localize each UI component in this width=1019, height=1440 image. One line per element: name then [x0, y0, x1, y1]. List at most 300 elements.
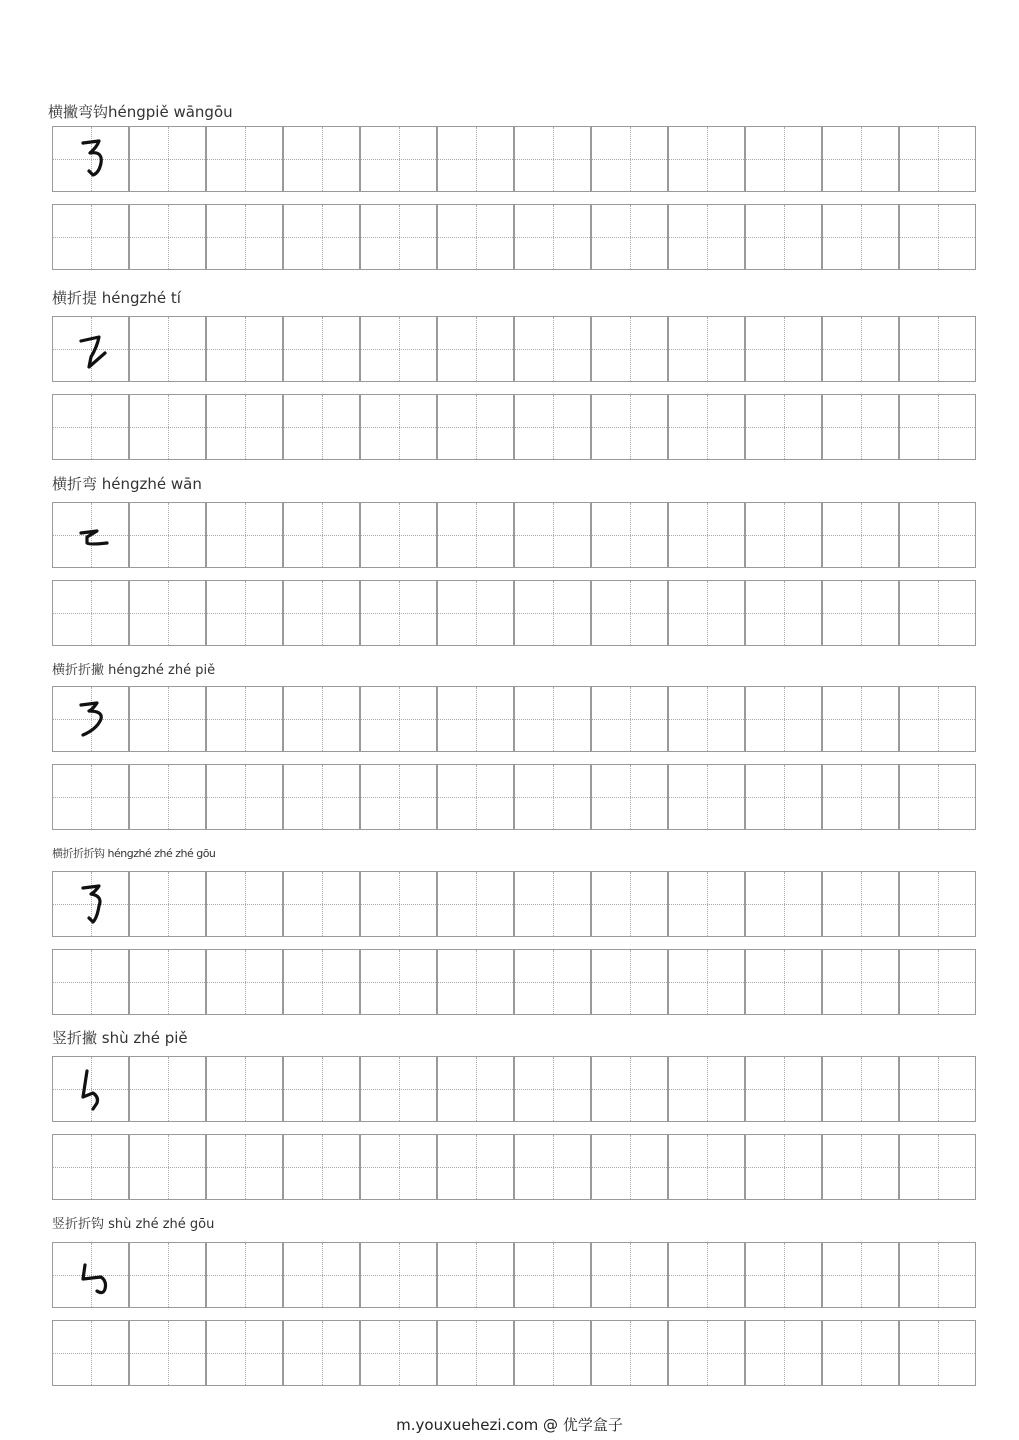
practice-cell: [899, 394, 976, 460]
cell-guide-horizontal: [823, 982, 898, 983]
practice-row: [52, 1134, 976, 1200]
cell-guide-horizontal: [515, 982, 590, 983]
practice-cell: [360, 871, 437, 937]
practice-cell: [129, 1320, 206, 1386]
practice-cell: [591, 764, 668, 830]
cell-guide-horizontal: [900, 1089, 975, 1090]
practice-cell: [514, 871, 591, 937]
cell-guide-horizontal: [284, 1089, 359, 1090]
cell-guide-horizontal: [592, 535, 667, 536]
practice-cell: [668, 686, 745, 752]
stroke-label: 横折折折钩 héngzhé zhé zhé gōu: [52, 847, 216, 860]
cell-guide-horizontal: [207, 1275, 282, 1276]
practice-cell: [514, 1056, 591, 1122]
cell-guide-horizontal: [130, 1089, 205, 1090]
practice-cell: [745, 394, 822, 460]
practice-cell: [129, 126, 206, 192]
practice-cell: [437, 204, 514, 270]
practice-cell: [129, 1056, 206, 1122]
practice-cell: [591, 394, 668, 460]
practice-row: [52, 126, 976, 192]
practice-cell: [591, 316, 668, 382]
practice-cell: [514, 1242, 591, 1308]
practice-cell: [437, 1056, 514, 1122]
cell-guide-horizontal: [592, 797, 667, 798]
practice-cell: [745, 1056, 822, 1122]
practice-cell: [52, 1320, 129, 1386]
cell-guide-horizontal: [515, 427, 590, 428]
cell-guide-horizontal: [900, 904, 975, 905]
cell-guide-horizontal: [900, 719, 975, 720]
cell-guide-horizontal: [515, 1167, 590, 1168]
cell-guide-horizontal: [823, 237, 898, 238]
practice-cell: [668, 502, 745, 568]
cell-guide-horizontal: [823, 1089, 898, 1090]
practice-cell: [591, 204, 668, 270]
cell-guide-horizontal: [823, 1353, 898, 1354]
stroke-path: [81, 703, 101, 735]
cell-guide-horizontal: [592, 427, 667, 428]
cell-guide-horizontal: [438, 159, 513, 160]
practice-cell: [668, 949, 745, 1015]
practice-cell: [745, 949, 822, 1015]
cell-guide-horizontal: [669, 982, 744, 983]
practice-cell: [745, 871, 822, 937]
cell-guide-horizontal: [130, 797, 205, 798]
practice-cell: [206, 394, 283, 460]
practice-cell: [283, 764, 360, 830]
cell-guide-horizontal: [515, 613, 590, 614]
cell-guide-horizontal: [823, 427, 898, 428]
practice-cell: [283, 1320, 360, 1386]
cell-guide-horizontal: [130, 613, 205, 614]
cell-guide-horizontal: [53, 613, 128, 614]
practice-cell: [899, 871, 976, 937]
practice-cell: [591, 1320, 668, 1386]
stroke-label: 横折弯 héngzhé wān: [52, 475, 202, 493]
practice-cell: [899, 204, 976, 270]
cell-guide-horizontal: [207, 535, 282, 536]
practice-cell: [899, 580, 976, 646]
cell-guide-horizontal: [746, 613, 821, 614]
practice-cell: [899, 502, 976, 568]
practice-cell: [360, 1320, 437, 1386]
cell-guide-horizontal: [284, 1167, 359, 1168]
practice-cell: [52, 686, 129, 752]
practice-cell: [591, 502, 668, 568]
cell-guide-horizontal: [130, 427, 205, 428]
cell-guide-horizontal: [746, 1167, 821, 1168]
cell-guide-horizontal: [515, 237, 590, 238]
cell-guide-horizontal: [592, 237, 667, 238]
practice-cell: [283, 316, 360, 382]
cell-guide-horizontal: [53, 237, 128, 238]
practice-cell: [437, 686, 514, 752]
practice-cell: [899, 316, 976, 382]
practice-cell: [52, 316, 129, 382]
cell-guide-horizontal: [53, 982, 128, 983]
practice-cell: [899, 1242, 976, 1308]
practice-cell: [822, 686, 899, 752]
cell-guide-horizontal: [207, 904, 282, 905]
practice-cell: [745, 316, 822, 382]
practice-cell: [283, 1056, 360, 1122]
practice-cell: [206, 764, 283, 830]
cell-guide-horizontal: [207, 349, 282, 350]
cell-guide-horizontal: [130, 159, 205, 160]
cell-guide-horizontal: [438, 1089, 513, 1090]
cell-guide-horizontal: [284, 613, 359, 614]
practice-cell: [52, 204, 129, 270]
cell-guide-horizontal: [515, 349, 590, 350]
practice-cell: [437, 1134, 514, 1200]
stroke-path: [83, 141, 101, 175]
cell-guide-horizontal: [823, 1167, 898, 1168]
practice-cell: [668, 126, 745, 192]
practice-cell: [514, 949, 591, 1015]
practice-cell: [52, 871, 129, 937]
stroke-label: 横折提 héngzhé tí: [52, 289, 181, 307]
shu-zhe-pie-stroke: [53, 1057, 128, 1121]
practice-cell: [745, 1134, 822, 1200]
practice-cell: [591, 1134, 668, 1200]
cell-guide-horizontal: [669, 1275, 744, 1276]
practice-row: [52, 204, 976, 270]
practice-cell: [668, 1242, 745, 1308]
practice-cell: [745, 686, 822, 752]
cell-guide-horizontal: [361, 1167, 436, 1168]
cell-guide-horizontal: [284, 349, 359, 350]
cell-guide-horizontal: [592, 349, 667, 350]
cell-guide-horizontal: [284, 535, 359, 536]
practice-cell: [437, 764, 514, 830]
practice-cell: [206, 949, 283, 1015]
practice-cell: [360, 204, 437, 270]
practice-cell: [360, 316, 437, 382]
practice-cell: [283, 871, 360, 937]
cell-guide-horizontal: [438, 982, 513, 983]
cell-guide-horizontal: [515, 904, 590, 905]
practice-cell: [52, 949, 129, 1015]
practice-cell: [360, 502, 437, 568]
practice-cell: [283, 580, 360, 646]
practice-cell: [437, 1242, 514, 1308]
practice-cell: [206, 204, 283, 270]
practice-row: [52, 1242, 976, 1308]
practice-cell: [437, 502, 514, 568]
practice-cell: [822, 1134, 899, 1200]
cell-guide-horizontal: [361, 237, 436, 238]
cell-guide-horizontal: [900, 237, 975, 238]
cell-guide-horizontal: [746, 1089, 821, 1090]
stroke-label: 横折折撇 héngzhé zhé piě: [52, 663, 216, 678]
practice-cell: [283, 1134, 360, 1200]
practice-row: [52, 764, 976, 830]
cell-guide-horizontal: [207, 613, 282, 614]
cell-guide-horizontal: [746, 159, 821, 160]
cell-guide-horizontal: [746, 349, 821, 350]
practice-cell: [668, 871, 745, 937]
cell-guide-horizontal: [823, 719, 898, 720]
stroke-path: [81, 531, 107, 544]
heng-pie-wan-gou-stroke: [53, 127, 128, 191]
practice-cell: [283, 126, 360, 192]
cell-guide-horizontal: [438, 349, 513, 350]
cell-guide-horizontal: [592, 904, 667, 905]
cell-guide-horizontal: [53, 1167, 128, 1168]
cell-guide-horizontal: [746, 904, 821, 905]
heng-zhe-wan-stroke: [53, 503, 128, 567]
practice-cell: [514, 502, 591, 568]
cell-guide-horizontal: [592, 982, 667, 983]
cell-guide-horizontal: [669, 535, 744, 536]
practice-cell: [668, 580, 745, 646]
practice-row: [52, 686, 976, 752]
cell-guide-horizontal: [130, 904, 205, 905]
cell-guide-horizontal: [515, 1275, 590, 1276]
cell-guide-horizontal: [207, 237, 282, 238]
cell-guide-horizontal: [669, 904, 744, 905]
cell-guide-horizontal: [669, 159, 744, 160]
cell-guide-horizontal: [438, 1167, 513, 1168]
practice-row: [52, 580, 976, 646]
cell-guide-horizontal: [207, 159, 282, 160]
cell-guide-horizontal: [746, 1275, 821, 1276]
cell-guide-horizontal: [746, 982, 821, 983]
practice-cell: [514, 316, 591, 382]
practice-cell: [129, 204, 206, 270]
practice-cell: [129, 764, 206, 830]
practice-cell: [129, 949, 206, 1015]
practice-cell: [514, 1134, 591, 1200]
cell-guide-horizontal: [207, 1089, 282, 1090]
practice-cell: [591, 1056, 668, 1122]
cell-guide-horizontal: [361, 904, 436, 905]
cell-guide-horizontal: [900, 349, 975, 350]
cell-guide-horizontal: [438, 427, 513, 428]
cell-guide-horizontal: [592, 1167, 667, 1168]
practice-cell: [668, 394, 745, 460]
practice-cell: [129, 1242, 206, 1308]
practice-cell: [591, 949, 668, 1015]
practice-cell: [437, 1320, 514, 1386]
practice-cell: [822, 1056, 899, 1122]
practice-cell: [360, 580, 437, 646]
practice-cell: [52, 394, 129, 460]
practice-cell: [52, 764, 129, 830]
practice-cell: [899, 1134, 976, 1200]
cell-guide-horizontal: [669, 1353, 744, 1354]
cell-guide-horizontal: [669, 613, 744, 614]
cell-guide-horizontal: [53, 1353, 128, 1354]
cell-guide-horizontal: [438, 797, 513, 798]
practice-cell: [437, 394, 514, 460]
practice-cell: [206, 316, 283, 382]
cell-guide-horizontal: [284, 904, 359, 905]
practice-cell: [591, 686, 668, 752]
cell-guide-horizontal: [515, 719, 590, 720]
cell-guide-horizontal: [53, 427, 128, 428]
practice-cell: [899, 1056, 976, 1122]
practice-cell: [822, 764, 899, 830]
practice-cell: [360, 949, 437, 1015]
cell-guide-horizontal: [900, 1167, 975, 1168]
practice-cell: [360, 126, 437, 192]
practice-cell: [899, 949, 976, 1015]
cell-guide-horizontal: [669, 349, 744, 350]
cell-guide-horizontal: [438, 904, 513, 905]
practice-cell: [206, 871, 283, 937]
practice-cell: [822, 204, 899, 270]
practice-cell: [283, 949, 360, 1015]
cell-guide-horizontal: [361, 349, 436, 350]
cell-guide-horizontal: [438, 1275, 513, 1276]
practice-cell: [591, 1242, 668, 1308]
cell-guide-horizontal: [130, 237, 205, 238]
stroke-path: [83, 1265, 106, 1293]
practice-cell: [745, 1320, 822, 1386]
cell-guide-horizontal: [207, 982, 282, 983]
practice-cell: [668, 1320, 745, 1386]
cell-guide-horizontal: [900, 1275, 975, 1276]
heng-zhe-zhe-zhe-gou-stroke: [53, 872, 128, 936]
cell-guide-horizontal: [361, 1089, 436, 1090]
practice-cell: [206, 1056, 283, 1122]
practice-cell: [437, 316, 514, 382]
practice-cell: [129, 686, 206, 752]
practice-cell: [822, 394, 899, 460]
practice-cell: [822, 580, 899, 646]
cell-guide-horizontal: [746, 719, 821, 720]
practice-cell: [745, 204, 822, 270]
practice-cell: [206, 502, 283, 568]
practice-cell: [822, 1242, 899, 1308]
practice-cell: [668, 1056, 745, 1122]
practice-cell: [514, 580, 591, 646]
practice-cell: [668, 204, 745, 270]
practice-cell: [360, 764, 437, 830]
cell-guide-horizontal: [438, 613, 513, 614]
cell-guide-horizontal: [900, 535, 975, 536]
cell-guide-horizontal: [823, 1275, 898, 1276]
practice-cell: [129, 580, 206, 646]
cell-guide-horizontal: [900, 159, 975, 160]
practice-cell: [591, 871, 668, 937]
cell-guide-horizontal: [438, 535, 513, 536]
cell-guide-horizontal: [130, 1167, 205, 1168]
practice-cell: [514, 686, 591, 752]
practice-cell: [360, 1134, 437, 1200]
cell-guide-horizontal: [592, 719, 667, 720]
cell-guide-horizontal: [900, 427, 975, 428]
practice-cell: [360, 1242, 437, 1308]
cell-guide-horizontal: [900, 613, 975, 614]
cell-guide-horizontal: [284, 427, 359, 428]
practice-cell: [822, 949, 899, 1015]
cell-guide-horizontal: [130, 1353, 205, 1354]
cell-guide-horizontal: [207, 797, 282, 798]
practice-row: [52, 502, 976, 568]
cell-guide-horizontal: [900, 797, 975, 798]
cell-guide-horizontal: [53, 797, 128, 798]
cell-guide-horizontal: [515, 535, 590, 536]
cell-guide-horizontal: [823, 349, 898, 350]
practice-cell: [283, 1242, 360, 1308]
practice-cell: [899, 764, 976, 830]
practice-cell: [899, 686, 976, 752]
practice-cell: [822, 126, 899, 192]
practice-cell: [206, 1320, 283, 1386]
cell-guide-horizontal: [823, 797, 898, 798]
cell-guide-horizontal: [746, 427, 821, 428]
practice-row: [52, 316, 976, 382]
cell-guide-horizontal: [438, 237, 513, 238]
cell-guide-horizontal: [361, 719, 436, 720]
cell-guide-horizontal: [592, 613, 667, 614]
heng-zhe-ti-stroke: [53, 317, 128, 381]
practice-cell: [514, 1320, 591, 1386]
practice-cell: [283, 204, 360, 270]
cell-guide-horizontal: [515, 159, 590, 160]
practice-cell: [514, 394, 591, 460]
cell-guide-horizontal: [900, 982, 975, 983]
cell-guide-horizontal: [130, 719, 205, 720]
practice-cell: [822, 316, 899, 382]
practice-row: [52, 394, 976, 460]
cell-guide-horizontal: [515, 1353, 590, 1354]
practice-cell: [360, 1056, 437, 1122]
practice-cell: [206, 580, 283, 646]
practice-cell: [668, 764, 745, 830]
cell-guide-horizontal: [823, 613, 898, 614]
cell-guide-horizontal: [592, 159, 667, 160]
practice-row: [52, 1320, 976, 1386]
cell-guide-horizontal: [361, 535, 436, 536]
practice-cell: [514, 126, 591, 192]
stroke-label: 竖折撇 shù zhé piě: [52, 1029, 188, 1047]
cell-guide-horizontal: [438, 1353, 513, 1354]
practice-cell: [745, 1242, 822, 1308]
practice-cell: [899, 1320, 976, 1386]
practice-cell: [668, 1134, 745, 1200]
heng-zhe-zhe-pie-stroke: [53, 687, 128, 751]
practice-cell: [129, 1134, 206, 1200]
practice-cell: [360, 686, 437, 752]
cell-guide-horizontal: [284, 797, 359, 798]
practice-cell: [206, 1242, 283, 1308]
practice-cell: [437, 126, 514, 192]
cell-guide-horizontal: [438, 719, 513, 720]
cell-guide-horizontal: [669, 1089, 744, 1090]
practice-cell: [52, 1056, 129, 1122]
footer-watermark: m.youxuehezi.com @ 优学盒子: [396, 1416, 623, 1434]
practice-row: [52, 1056, 976, 1122]
practice-cell: [129, 502, 206, 568]
cell-guide-horizontal: [361, 159, 436, 160]
cell-guide-horizontal: [669, 719, 744, 720]
cell-guide-horizontal: [746, 797, 821, 798]
practice-cell: [52, 502, 129, 568]
cell-guide-horizontal: [284, 1353, 359, 1354]
cell-guide-horizontal: [284, 159, 359, 160]
practice-cell: [437, 871, 514, 937]
practice-cell: [52, 1134, 129, 1200]
practice-row: [52, 949, 976, 1015]
practice-cell: [745, 764, 822, 830]
cell-guide-horizontal: [515, 1089, 590, 1090]
practice-cell: [52, 126, 129, 192]
cell-guide-horizontal: [823, 159, 898, 160]
